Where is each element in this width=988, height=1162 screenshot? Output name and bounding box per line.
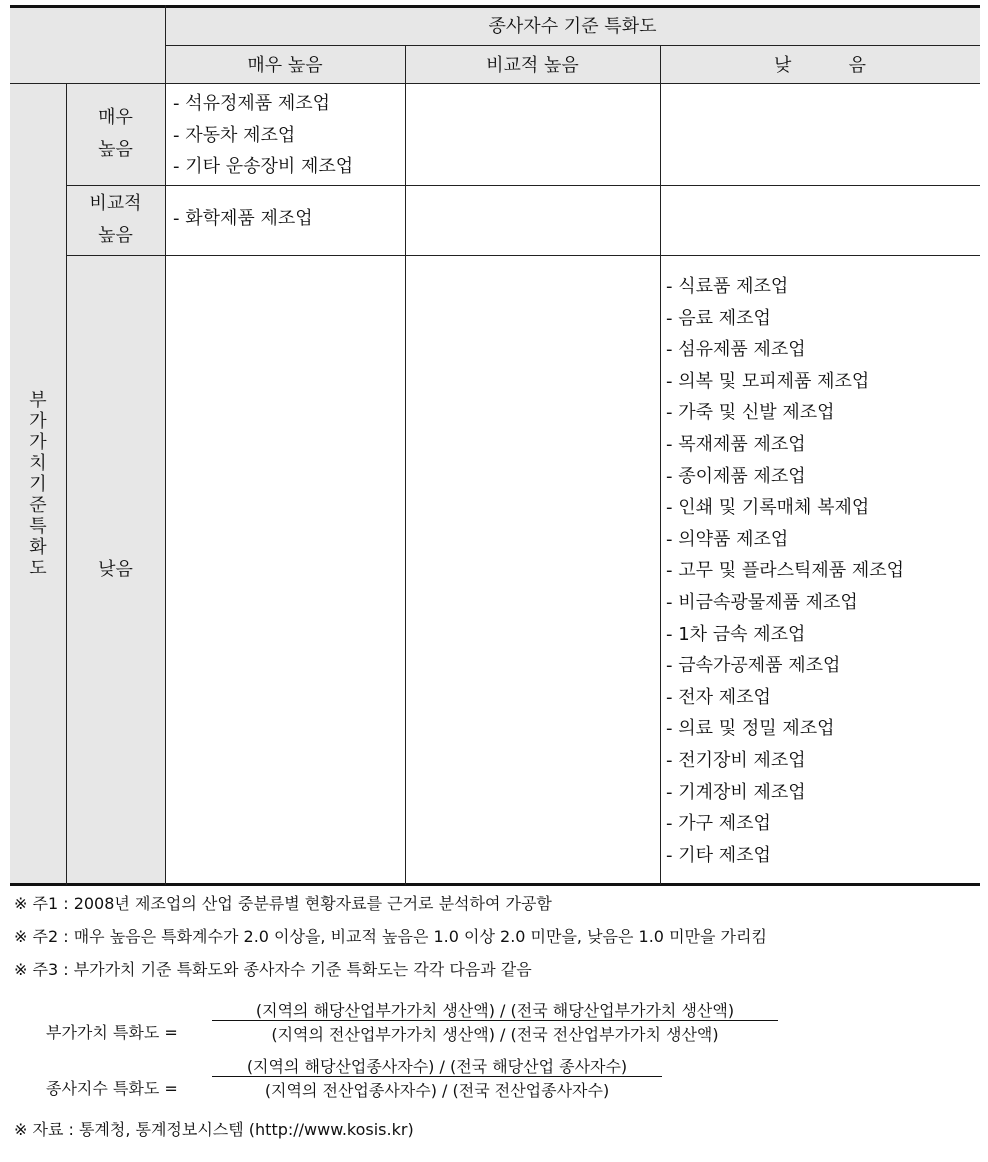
list-item: - 식료품 제조업: [666, 276, 789, 297]
formula-1-fraction-bar: [212, 1020, 778, 1021]
list-item: - 기타 제조업: [666, 844, 771, 866]
list-item: - 금속가공제품 제조업: [666, 655, 841, 677]
formula-1-denominator: (지역의 전산업부가가치 생산액) / (전국 전산업부가가치 생산액): [271, 1025, 719, 1044]
list-item: - 의약품 제조업: [666, 528, 789, 550]
note-2: ※ 주2 : 매우 높음은 특화계수가 2.0 이상을, 비교적 높음은 1.0 이상 2.0 미만을, 낮음은 1.0 미만을 가리킴: [14, 927, 767, 946]
grid-line: [165, 45, 980, 46]
note-1: ※ 주1 : 2008년 제조업의 산업 중분류별 현황자료를 근거로 분석하여 가공함: [14, 894, 552, 913]
list-item: - 의료 및 정밀 제조업: [666, 718, 835, 740]
list-item: - 섬유제품 제조업: [666, 339, 806, 361]
source-note: ※ 자료 : 통계청, 통계정보시스템 (http://www.kosis.kr): [14, 1120, 414, 1139]
cell-fairly-high-very-high: [165, 203, 405, 243]
grid-line: [10, 83, 980, 84]
list-item: - 종이제품 제조업: [666, 465, 806, 487]
col-header-fairly-high-label: 비교적 높음: [486, 55, 579, 76]
list-item: - 화학제품 제조업: [173, 208, 313, 229]
cell-low-low: [660, 271, 980, 881]
list-item: - 음료 제조업: [666, 307, 771, 329]
row-group-header-label: 부 가 가 치 기 준 특 화 도: [29, 389, 47, 579]
col-group-header-label: 종사자수 기준 특화도: [488, 16, 657, 37]
formula-2-label: 종사지수 특화도 =: [46, 1079, 178, 1098]
list-item: - 기타 운송장비 제조업: [173, 156, 354, 178]
grid-line: [405, 45, 406, 885]
corner-header: [10, 5, 165, 83]
formula-2-denominator: (지역의 전산업종사자수) / (전국 전산업종사자수): [264, 1081, 610, 1100]
list-item: - 고무 및 플라스틱제품 제조업: [666, 560, 905, 582]
col-group-header: [165, 5, 980, 45]
col-header-very-high: [165, 45, 405, 83]
list-item: - 전자 제조업: [666, 686, 771, 708]
formula-1-numerator: (지역의 해당산업부가가치 생산액) / (전국 해당산업부가가치 생산액): [255, 1001, 735, 1020]
list-item: - 비금속광물제품 제조업: [666, 591, 858, 613]
grid-line: [660, 45, 661, 885]
grid-line: [66, 185, 980, 186]
col-header-fairly-high: [405, 45, 660, 83]
col-header-very-high-label: 매우 높음: [247, 55, 323, 76]
list-item: - 자동차 제조업: [173, 124, 296, 146]
footnotes: [14, 893, 974, 981]
note-3: ※ 주3 : 부가가치 기준 특화도와 종사자수 기준 특화도는 각각 다음과 같음: [14, 960, 532, 979]
row-group-header: [10, 83, 66, 885]
col-header-low-label: 낮 음: [774, 55, 866, 76]
specialization-table: [10, 5, 980, 885]
list-item: - 인쇄 및 기록매체 복제업: [666, 497, 870, 519]
grid-line: [66, 83, 67, 885]
list-item: - 목재제품 제조업: [666, 433, 806, 455]
list-item: - 전기장비 제조업: [666, 749, 806, 771]
list-item: - 1차 금속 제조업: [666, 623, 806, 645]
grid-line: [165, 5, 166, 885]
list-item: - 가죽 및 신발 제조업: [666, 402, 835, 424]
list-item: - 의복 및 모피제품 제조업: [666, 370, 870, 392]
row-label-fairly-high: 비교적 높음: [66, 185, 165, 255]
row-label-very-high: 매우 높음: [66, 83, 165, 185]
formula-2-numerator: (지역의 해당산업종사자수) / (전국 해당산업 종사자수): [246, 1057, 628, 1076]
cell-very-high-very-high: [165, 88, 405, 185]
table-top-rule: [10, 5, 980, 8]
table-bottom-rule: [10, 883, 980, 886]
list-item: - 석유정제품 제조업: [173, 93, 331, 114]
row-label-low: 낮음: [66, 255, 165, 885]
formula-2-fraction-bar: [212, 1076, 662, 1077]
list-item: - 기계장비 제조업: [666, 781, 806, 803]
formula-1-label: 부가가치 특화도 =: [46, 1023, 178, 1042]
list-item: - 가구 제조업: [666, 813, 771, 835]
grid-line: [66, 255, 980, 256]
col-header-low: [660, 45, 980, 83]
